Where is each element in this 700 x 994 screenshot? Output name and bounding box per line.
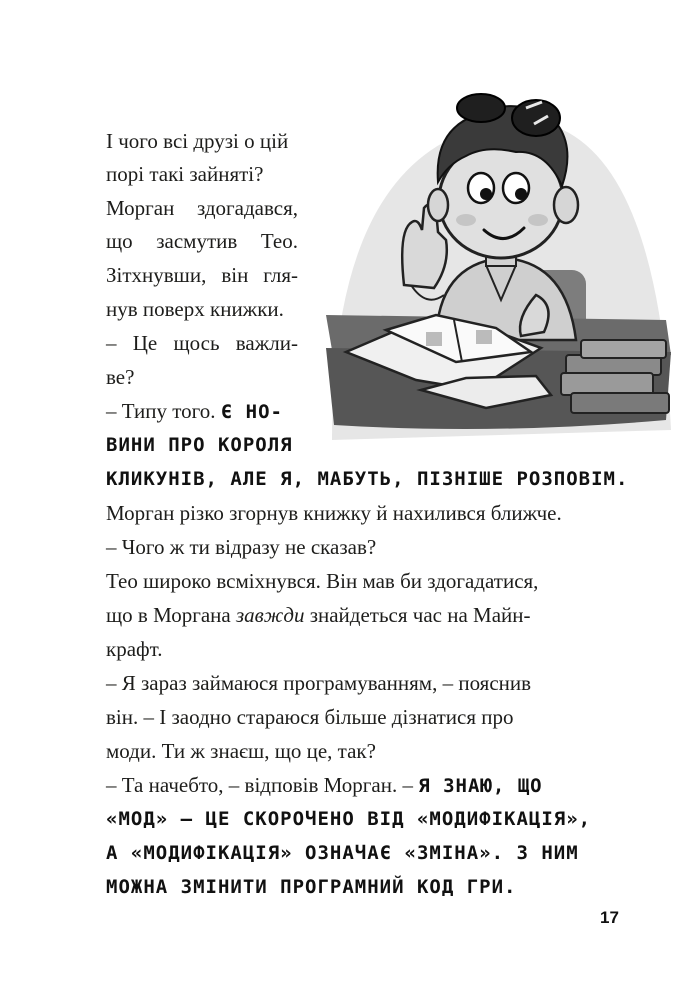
text-line: порі такі зайняті? [106,162,264,186]
word: Тео. [260,229,298,253]
text-line: моди. Ти ж знаєш, що це, так? [106,739,376,763]
text-line: Тео широко всміхнувся. Він мав би здогадатися, [106,569,539,593]
word: Морган [106,196,175,220]
word: важли- [235,331,298,355]
text-line: Морган різко згорнув книжку й нахилився ближче. [106,501,562,525]
page-number: 17 [600,908,619,927]
word: – [106,331,117,355]
handwritten-text: Я ЗНАЮ, ЩО [418,775,543,797]
text-line [106,262,298,288]
text-line: – Я зараз займаюся програмуванням, – пояснив [106,671,532,695]
dialogue-text: – Та начебто, – відповів Морган. – [106,773,413,797]
text-line [106,772,543,799]
handwritten-line: ВИНИ ПРО КОРОЛЯ [106,434,293,456]
text-line [106,398,283,425]
word: гля- [263,263,298,287]
handwritten-line: КЛИКУНІВ, АЛЕ Я, МАБУТЬ, ПІЗНІШЕ РОЗПОВІМ. [106,468,629,490]
text-line: нув поверх книжки. [106,297,284,321]
text-segment: що в Моргана [106,603,236,627]
handwritten-line: «МОД» – ЦЕ СКОРОЧЕНО ВІД «МОДИФІКАЦІЯ», [106,808,592,830]
text-line [106,602,531,628]
word: щось [173,331,220,355]
handwritten-line: МОЖНА ЗМІНИТИ ПРОГРАМНИЙ КОД ГРИ. [106,876,517,898]
text-line [106,228,298,254]
word: здогадався, [196,196,298,220]
text-line: крафт. [106,637,163,661]
handwritten-line: А «МОДИФІКАЦІЯ» ОЗНАЧАЄ «ЗМІНА». З НИМ [106,842,579,864]
boy-reading-illustration [326,90,696,450]
text-line [106,330,298,356]
word: Це [132,331,158,355]
italic-word: завжди [235,603,305,627]
text-line: І чого всі друзі о цій [106,129,289,153]
word: він [221,263,249,287]
word: Зітхнувши, [106,263,207,287]
text-line: ве? [106,365,135,389]
word: засмутив [156,229,238,253]
text-line: він. – І заодно стараюся більше дізнатися про [106,705,514,729]
text-line: – Чого ж ти відразу не сказав? [106,535,377,559]
text-line [106,195,298,221]
handwritten-text: Є НО- [220,401,283,423]
dialogue-text: – Типу того. [106,399,216,423]
word: що [106,229,133,253]
text-segment: знайдеться час на Майн- [304,603,531,627]
